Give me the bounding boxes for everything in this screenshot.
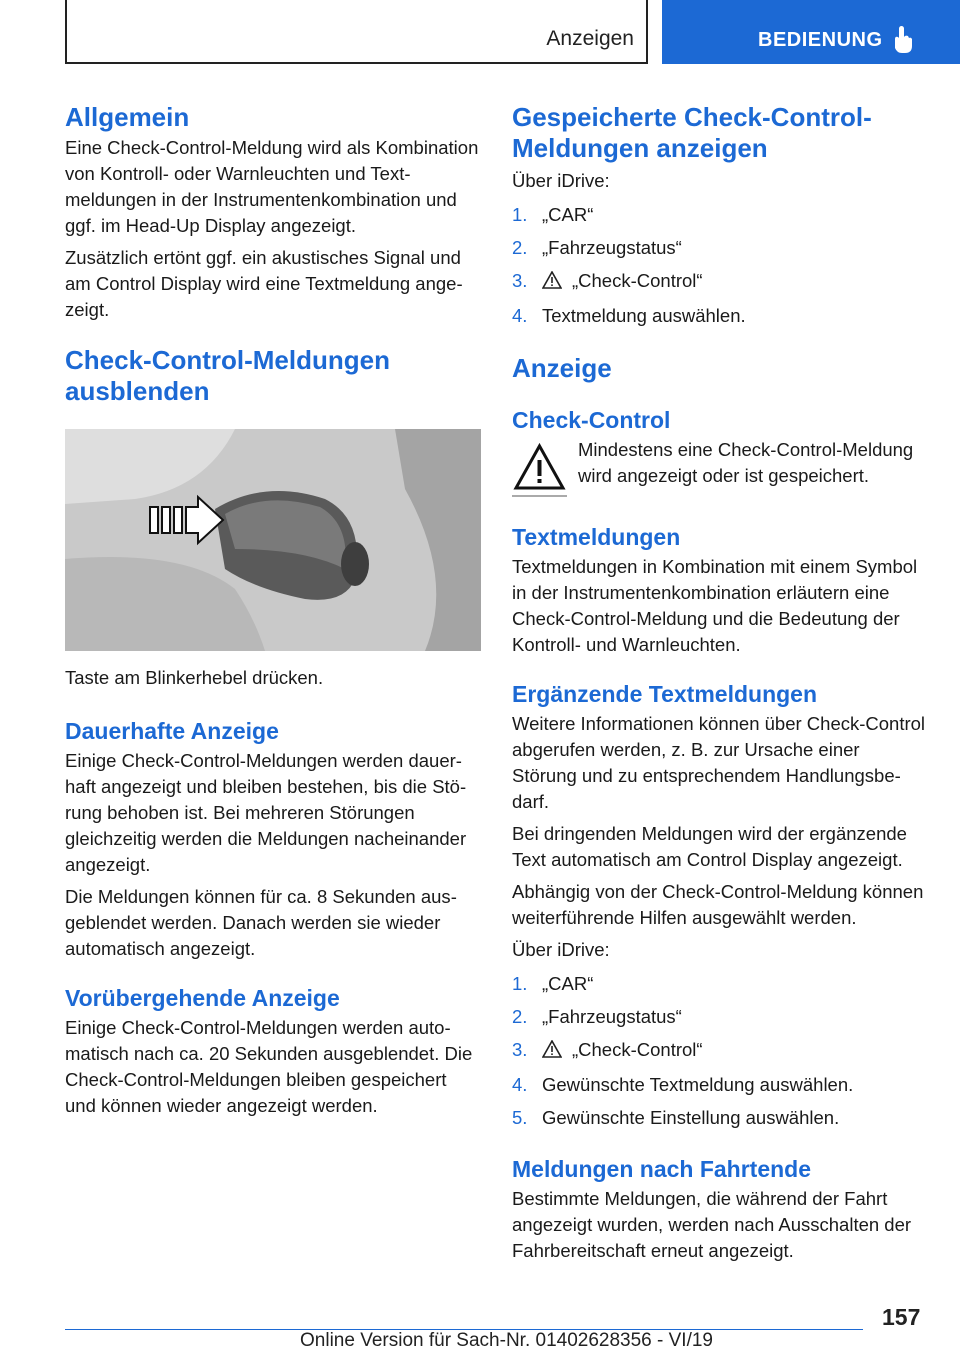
check-control-text: Mindestens eine Check-Control-Meldung wird angezeigt oder ist gespeichert. [578,439,914,486]
check-control-block [512,437,928,497]
list-item: 3. „Check-Control“ [512,1037,928,1065]
list-item: 2. „Fahrzeugstatus“ [512,237,682,258]
figure-caption: Taste am Blinkerhebel drücken. [65,667,324,688]
paragraph-ergaenzend-2: Bei dringenden Meldungen wird der ergänzende Text automatisch am Control Display angezeigt. [512,823,907,870]
paragraph-allgemein-2: Zusätzlich ertönt ggf. ein akustisches Signal und am Control Display wird eine Textmeldung angezeigt. [65,247,463,320]
steps-list-2 [512,971,928,1131]
paragraph-allgemein-1: Eine Check-Control-Meldung wird als Kombination von Kontroll- oder Warnleuchten und Textmeldungen in der Instrumentenkombination und ggf. im Head-Up Display angezeigt. [65,137,479,236]
heading-fahrtende: Meldungen nach Fahrtende [512,1156,812,1182]
idrive-intro-2: Über iDrive: [512,939,610,960]
left-column [65,102,481,1119]
steps-list-1 [512,202,928,329]
right-column [512,102,928,1264]
paragraph-ergaenzend-3: Abhängig von der Check-Control-Meldung können weiterführende Hilfen ausgewählt werden. [512,881,924,928]
list-item: 4. Textmeldung auswählen. [512,305,746,326]
chapter-label: Anzeigen [546,27,634,50]
list-item: 4. Gewünschte Textmeldung auswählen. [512,1074,854,1095]
paragraph-dauerhaft-1: Einige Check-Control-Meldungen werden dauerhaft angezeigt und bleiben bestehen, bis die Störung behoben ist. Bei mehreren Störungen gleichzeitig werden die Meldungen nacheinander angezeigt. [65,750,467,875]
idrive-intro-1: Über iDrive: [512,170,610,191]
warning-triangle-icon [512,440,567,497]
section-tab [662,0,960,64]
chapter-tab [65,0,648,64]
list-item: 3. „Check-Control“ [512,268,928,296]
warning-triangle-icon [542,270,562,296]
section-label: BEDIENUNG [758,29,883,51]
paragraph-dauerhaft-2: Die Meldungen können für ca. 8 Sekunden ausgeblendet werden. Danach werden sie wieder automatisch angezeigt. [65,886,457,959]
paragraph-fahrtende: Bestimmte Meldungen, die während der Fahrt angezeigt wurden, werden nach Ausschalten der Fahrbereitschaft erneut angezeigt. [512,1188,912,1261]
heading-ergaenzend: Ergänzende Textmeldungen [512,681,818,707]
list-item: 1. „CAR“ [512,204,594,225]
list-item: 5. Gewünschte Einstellung auswählen. [512,1107,840,1128]
heading-voruebergehend: Vorübergehende Anzeige [65,985,340,1011]
list-item: 1. „CAR“ [512,973,594,994]
heading-checkcontrol: Check-Control [512,407,671,433]
heading-gespeichert: Gespeicherte Check-Control-Meldungen anzeigen [512,102,872,163]
heading-ausblenden: Check-Control-Meldungen ausblenden [65,345,390,406]
paragraph-ergaenzend-1: Weitere Informationen können über Check-Control abgerufen werden, z. B. zur Ursache einer Störung und zu entsprechendem Handlungsbedarf. [512,713,926,812]
heading-anzeige: Anzeige [512,353,612,383]
paragraph-voruebergehend-1: Einige Check-Control-Meldungen werden automatisch nach ca. 20 Sekunden ausgeblendet. Die Check-Control-Meldungen bleiben gespeichert und können wieder angezeigt werden. [65,1017,473,1116]
heading-dauerhaft: Dauerhafte Anzeige [65,718,279,744]
page-number: 157 [882,1304,921,1330]
turn-signal-lever-illustration [65,429,481,651]
list-item: 2. „Fahrzeugstatus“ [512,1006,682,1027]
warning-triangle-icon [542,1039,562,1065]
heading-allgemein: Allgemein [65,102,190,132]
footer-online-version: Online Version für Sach-Nr. 01402628356 - VI/19 [300,1330,713,1351]
pointing-hand-icon [892,26,914,54]
heading-textmeldungen: Textmeldungen [512,524,681,550]
paragraph-textmeldungen: Textmeldungen in Kombination mit einem Symbol in der Instrumentenkombination erläutern eine Check-Control-Meldung und die Bedeutung der Kontroll- und Warnleuchten. [512,556,918,655]
